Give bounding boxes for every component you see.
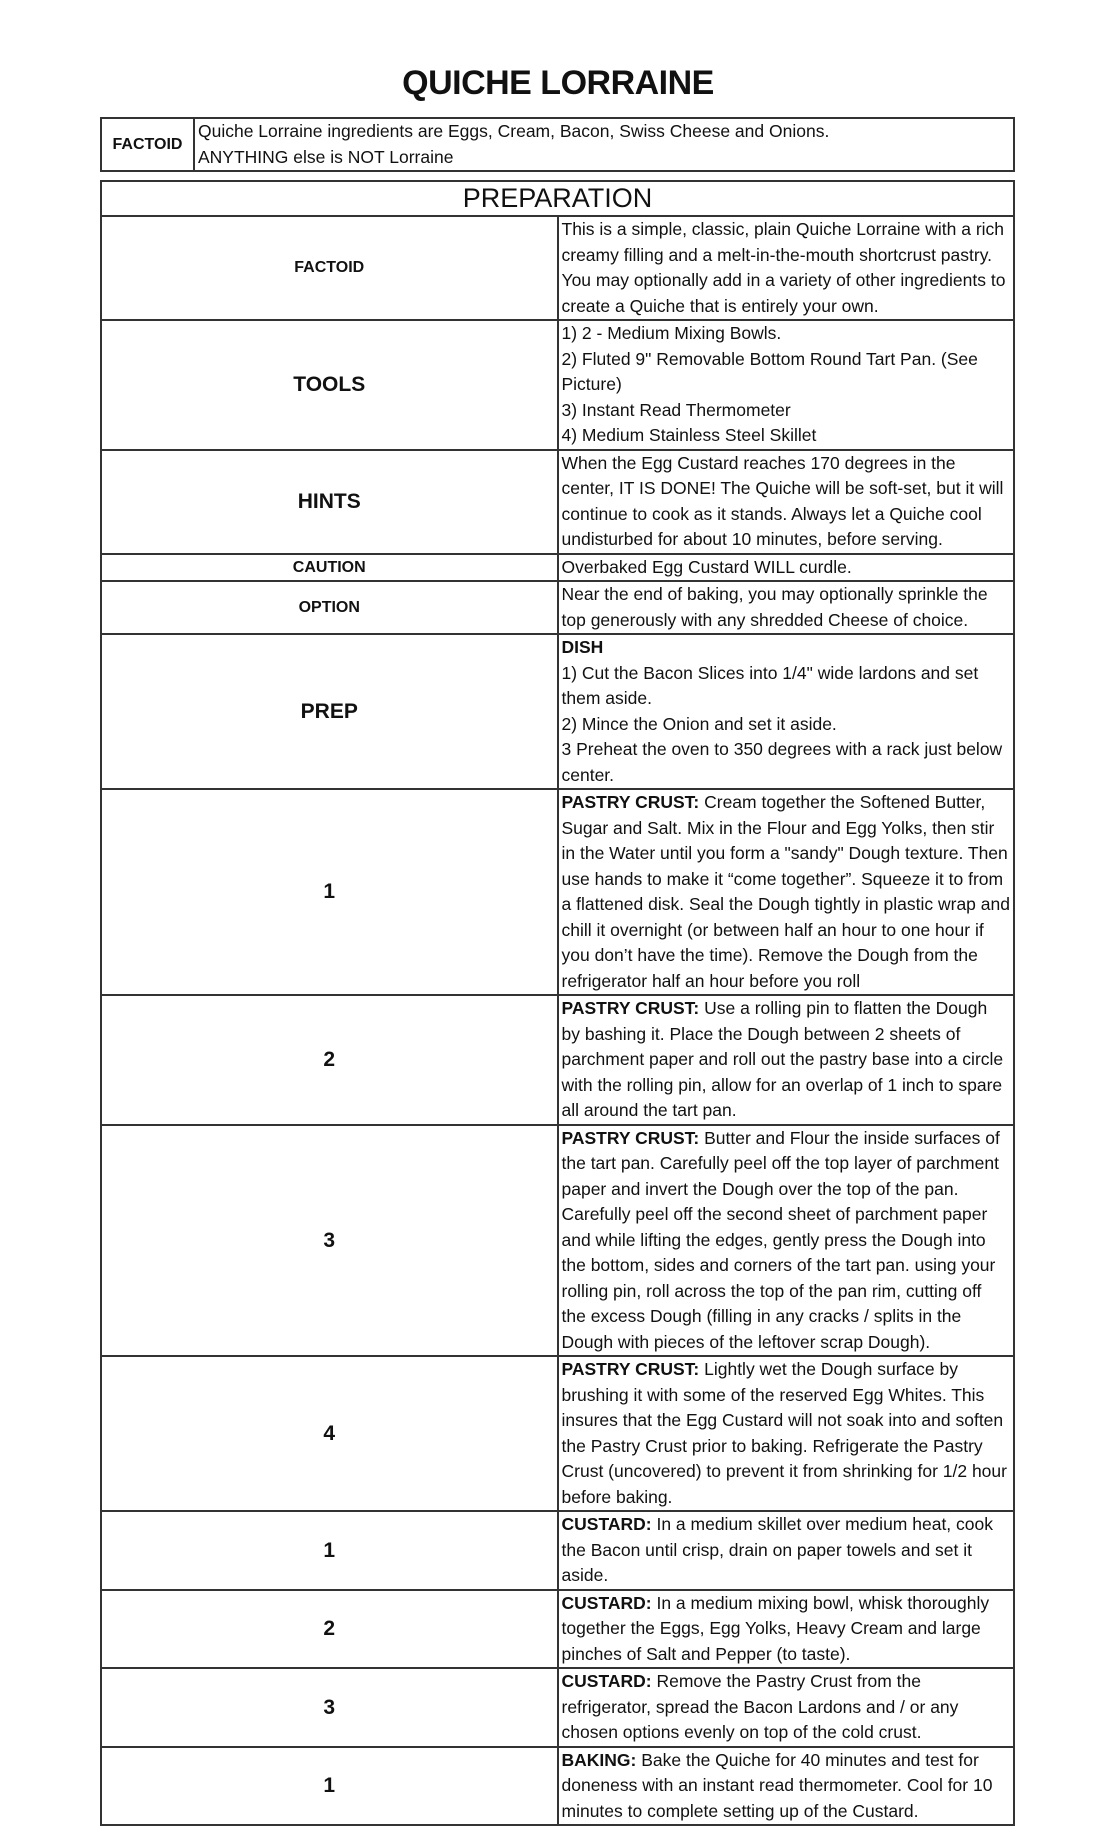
step-category: PASTRY CRUST:: [561, 792, 700, 812]
step-row: [101, 1511, 1014, 1590]
step-text: [558, 1590, 1015, 1669]
prep-item: 2) Mince the Onion and set it aside.: [561, 713, 837, 734]
hints-label: HINTS: [101, 450, 558, 554]
option-label: OPTION: [101, 581, 558, 634]
step-row: [101, 789, 1014, 995]
prep-row: [101, 634, 1014, 789]
step-category: CUSTARD:: [561, 1671, 652, 1691]
step-description: Lightly wet the Dough surface by brushing it with some of the reserved Egg Whites. This insures that the Egg Custard will not soak into and soften the Pastry Crust prior to baking. Refrigerate the Pastry Crust (uncovered) to prevent it from shrinking for 1/2 hour before baking.: [561, 1359, 1007, 1507]
prep-item: 3 Preheat the oven to 350 degrees with a rack just below center.: [561, 739, 1003, 785]
step-row: [101, 1125, 1014, 1357]
step-number: 2: [101, 1590, 558, 1669]
steps-list: [101, 789, 1014, 1825]
prep-factoid-text: This is a simple, classic, plain Quiche Lorraine with a rich creamy filling and a melt-in-the-mouth shortcrust pastry. You may optionally add in a variety of other ingredients to create a Quiche that is entirely your own.: [558, 216, 1015, 320]
step-description: In a medium mixing bowl, whisk thoroughly together the Eggs, Egg Yolks, Heavy Cream and large pinches of Salt and Pepper (to taste).: [561, 1592, 990, 1664]
step-description: In a medium skillet over medium heat, cook the Bacon until crisp, drain on paper towels and set it aside.: [561, 1514, 993, 1585]
step-number: 1: [101, 1511, 558, 1590]
step-number: 1: [101, 1747, 558, 1826]
step-number: 3: [101, 1668, 558, 1747]
step-row: [101, 1356, 1014, 1511]
option-row: [101, 581, 1014, 634]
step-row: [101, 1668, 1014, 1747]
hints-text: When the Egg Custard reaches 170 degrees in the center, IT IS DONE! The Quiche will be soft-set, but it will continue to cook as it stands. Always let a Quiche cool undisturbed for about 10 minutes, before serving.: [558, 450, 1015, 554]
hints-row: [101, 450, 1014, 554]
step-number: 1: [101, 789, 558, 995]
prep-factoid-label: FACTOID: [101, 216, 558, 320]
tool-item: 2) Fluted 9" Removable Bottom Round Tart Pan. (See Picture): [561, 348, 978, 394]
preparation-heading-row: [101, 181, 1014, 216]
tools-list: [558, 320, 1015, 450]
step-description: Use a rolling pin to flatten the Dough by bashing it. Place the Dough between 2 sheets of parchment paper and roll out the pastry base into a circle with the rolling pin, allow for an overlap of 1 inch to spare all around the tart pan.: [561, 998, 1004, 1120]
step-description: Bake the Quiche for 40 minutes and test for doneness with an instant read thermometer. Cool for 10 minutes to complete setting up of the Custard.: [561, 1749, 993, 1821]
factoid-line: ANYTHING else is NOT Lorraine: [198, 146, 454, 167]
prep-subheading: DISH: [561, 637, 604, 657]
step-category: CUSTARD:: [561, 1592, 652, 1613]
prep-item: 1) Cut the Bacon Slices into 1/4" wide lardons and set them aside.: [561, 662, 979, 708]
tool-item: 3) Instant Read Thermometer: [561, 399, 791, 420]
caution-text: Overbaked Egg Custard WILL curdle.: [558, 554, 1015, 582]
step-number: 2: [101, 995, 558, 1125]
step-description: Cream together the Softened Butter, Sugar and Salt. Mix in the Flour and Egg Yolks, then stir in the Water until you form a "sandy" Dough texture. Then use hands to make it “come together”. Squeeze it to from a flattened disk. Seal the Dough tightly in plastic wrap and chill it overnight (or between half an hour to one hour if you don’t have the time). Remove the Dough from the refrigerator half an hour before you roll: [561, 792, 1010, 991]
factoid-label: FACTOID: [101, 118, 194, 171]
step-text: [558, 1356, 1015, 1511]
step-text: [558, 1668, 1015, 1747]
caution-label: CAUTION: [101, 554, 558, 582]
ingredients-factoid-table: [100, 117, 1015, 172]
step-number: 3: [101, 1125, 558, 1357]
caution-row: [101, 554, 1014, 582]
step-row: [101, 995, 1014, 1125]
tool-item: 1) 2 - Medium Mixing Bowls.: [561, 323, 782, 343]
factoid-row: [101, 118, 1014, 171]
step-number: 4: [101, 1356, 558, 1511]
tool-item: 4) Medium Stainless Steel Skillet: [561, 425, 817, 445]
step-text: [558, 1511, 1015, 1590]
factoid-text: [194, 118, 1014, 171]
step-text: [558, 995, 1015, 1125]
step-text: [558, 789, 1015, 995]
step-category: BAKING:: [561, 1749, 637, 1770]
step-category: PASTRY CRUST:: [561, 1127, 700, 1148]
step-row: [101, 1747, 1014, 1826]
step-text: [558, 1747, 1015, 1826]
step-row: [101, 1590, 1014, 1669]
prep-list: [558, 634, 1015, 789]
option-text: Near the end of baking, you may optionally sprinkle the top generously with any shredded Cheese of choice.: [558, 581, 1015, 634]
tools-label: TOOLS: [101, 320, 558, 450]
page-title: QUICHE LORRAINE: [402, 64, 714, 102]
factoid-line: Quiche Lorraine ingredients are Eggs, Cream, Bacon, Swiss Cheese and Onions.: [198, 121, 830, 141]
step-category: PASTRY CRUST:: [561, 998, 700, 1018]
step-description: Remove the Pastry Crust from the refrigerator, spread the Bacon Lardons and / or any chosen options evenly on top of the cold crust.: [561, 1671, 959, 1742]
prep-factoid-row: [101, 216, 1014, 320]
step-category: PASTRY CRUST:: [561, 1359, 700, 1379]
prep-label: PREP: [101, 634, 558, 789]
step-description: Butter and Flour the inside surfaces of the tart pan. Carefully peel off the top layer of parchment paper and invert the Dough over the top of the pan. Carefully peel off the second sheet of parchment paper and while lifting the edges, gently press the Dough into the bottom, sides and corners of the tart pan. using your rolling pin, roll across the top of the pan rim, cutting off the excess Dough (filling in any cracks / splits in the Dough with pieces of the leftover scrap Dough).: [561, 1127, 1000, 1352]
preparation-table: [100, 180, 1015, 1826]
tools-row: [101, 320, 1014, 450]
step-text: [558, 1125, 1015, 1357]
step-category: CUSTARD:: [561, 1514, 652, 1534]
preparation-heading: PREPARATION: [101, 181, 1014, 216]
